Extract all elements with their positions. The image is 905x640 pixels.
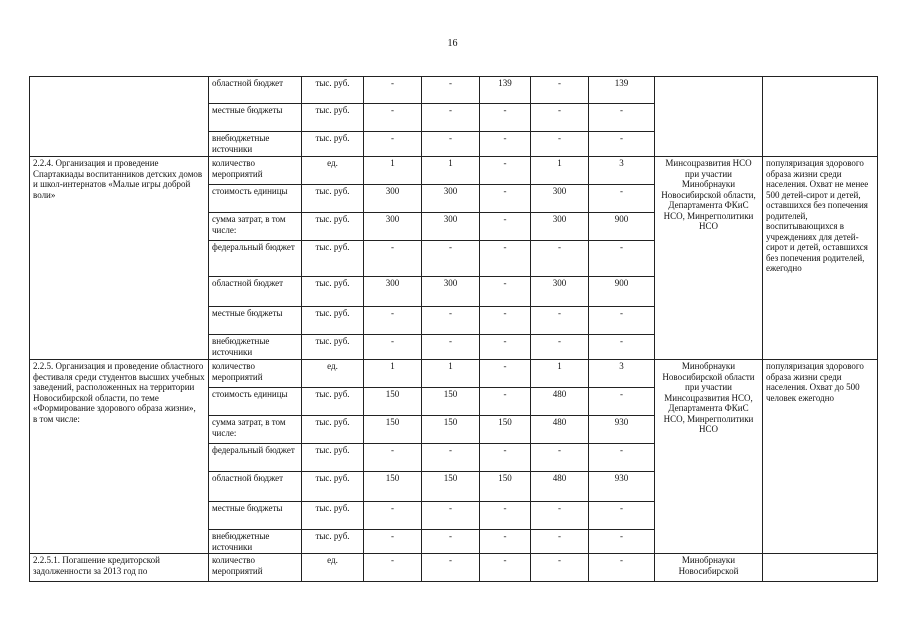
value-cell: 150 bbox=[422, 388, 480, 416]
row-label: внебюджетные источники bbox=[209, 132, 302, 157]
unit-cell: тыс. руб. bbox=[302, 472, 364, 502]
value-cell: 150 bbox=[422, 416, 480, 444]
unit-cell: тыс. руб. bbox=[302, 307, 364, 335]
unit-cell: тыс. руб. bbox=[302, 416, 364, 444]
value-cell: - bbox=[422, 307, 480, 335]
row-label: областной бюджет bbox=[209, 277, 302, 307]
value-cell: - bbox=[364, 335, 422, 360]
value-cell: 300 bbox=[364, 185, 422, 213]
value-cell: 300 bbox=[364, 277, 422, 307]
page-number: 16 bbox=[447, 38, 458, 49]
row-label: стоимость единицы bbox=[209, 185, 302, 213]
section-title bbox=[30, 77, 209, 157]
value-cell: - bbox=[364, 104, 422, 132]
unit-cell: тыс. руб. bbox=[302, 132, 364, 157]
value-cell: - bbox=[480, 213, 531, 241]
value-cell: - bbox=[480, 388, 531, 416]
value-cell: - bbox=[364, 502, 422, 530]
value-cell: - bbox=[422, 241, 480, 277]
value-cell: 3 bbox=[589, 360, 655, 388]
row-label: стоимость единицы bbox=[209, 388, 302, 416]
table-row bbox=[30, 554, 878, 582]
value-cell: 900 bbox=[589, 213, 655, 241]
value-cell: - bbox=[531, 554, 589, 582]
executors-cell: Минсоцразвития НСО при участии Минобрнауки Новосибирской области, Департамента ФКиС НСО, Минрегполитики НСО bbox=[655, 157, 763, 360]
value-cell: 300 bbox=[422, 185, 480, 213]
value-cell: 300 bbox=[422, 277, 480, 307]
value-cell: - bbox=[480, 444, 531, 472]
value-cell: 1 bbox=[364, 360, 422, 388]
value-cell: 300 bbox=[531, 213, 589, 241]
value-cell: 300 bbox=[531, 185, 589, 213]
budget-table bbox=[29, 76, 878, 582]
value-cell: - bbox=[364, 554, 422, 582]
value-cell: 300 bbox=[422, 213, 480, 241]
value-cell: 139 bbox=[589, 77, 655, 104]
value-cell: - bbox=[531, 335, 589, 360]
value-cell: - bbox=[589, 444, 655, 472]
value-cell: - bbox=[531, 132, 589, 157]
value-cell: - bbox=[589, 185, 655, 213]
value-cell: 150 bbox=[364, 416, 422, 444]
executors-cell bbox=[655, 77, 763, 157]
result-cell: популяризация здорового образа жизни среди населения. Охват не менее 500 детей-сирот и детей, оставшихся без попечения родителей, воспитывающихся в учреждениях для детей-сирот и детей, оставшихся без попечения родителей, ежегодно bbox=[763, 157, 878, 360]
table-body bbox=[30, 77, 878, 582]
value-cell: 300 bbox=[364, 213, 422, 241]
unit-cell: тыс. руб. bbox=[302, 444, 364, 472]
executors-cell: Минобрнауки Новосибирской области при участии Минсоцразвития НСО, Департамента ФКиС НСО, Минрегполитики НСО bbox=[655, 360, 763, 554]
unit-cell: ед. bbox=[302, 554, 364, 582]
row-label: сумма затрат, в том числе: bbox=[209, 213, 302, 241]
unit-cell: ед. bbox=[302, 157, 364, 185]
row-label: внебюджетные источники bbox=[209, 335, 302, 360]
value-cell: - bbox=[589, 335, 655, 360]
value-cell: - bbox=[364, 77, 422, 104]
value-cell: - bbox=[531, 444, 589, 472]
value-cell: - bbox=[589, 104, 655, 132]
unit-cell: тыс. руб. bbox=[302, 530, 364, 554]
value-cell: - bbox=[480, 157, 531, 185]
section-title: 2.2.5.1. Погашение кредиторской задолженности за 2013 год по bbox=[30, 554, 209, 582]
value-cell: 1 bbox=[422, 360, 480, 388]
unit-cell: ед. bbox=[302, 360, 364, 388]
value-cell: - bbox=[480, 307, 531, 335]
row-label: федеральный бюджет bbox=[209, 444, 302, 472]
value-cell: 150 bbox=[480, 416, 531, 444]
value-cell: - bbox=[480, 241, 531, 277]
value-cell: 1 bbox=[531, 360, 589, 388]
value-cell: - bbox=[364, 241, 422, 277]
value-cell: - bbox=[364, 444, 422, 472]
executors-cell: Минобрнауки Новосибирской bbox=[655, 554, 763, 582]
value-cell: - bbox=[422, 132, 480, 157]
value-cell: - bbox=[589, 307, 655, 335]
row-label: местные бюджеты bbox=[209, 104, 302, 132]
value-cell: 480 bbox=[531, 388, 589, 416]
value-cell: - bbox=[589, 132, 655, 157]
value-cell: - bbox=[480, 360, 531, 388]
row-label: федеральный бюджет bbox=[209, 241, 302, 277]
value-cell: 900 bbox=[589, 277, 655, 307]
value-cell: - bbox=[480, 502, 531, 530]
value-cell: - bbox=[422, 444, 480, 472]
unit-cell: тыс. руб. bbox=[302, 335, 364, 360]
row-label: внебюджетные источники bbox=[209, 530, 302, 554]
value-cell: 930 bbox=[589, 472, 655, 502]
value-cell: 3 bbox=[589, 157, 655, 185]
value-cell: 150 bbox=[364, 388, 422, 416]
result-cell bbox=[763, 77, 878, 157]
value-cell: 480 bbox=[531, 472, 589, 502]
row-label: количество мероприятий bbox=[209, 554, 302, 582]
value-cell: - bbox=[422, 335, 480, 360]
value-cell: - bbox=[589, 388, 655, 416]
result-cell bbox=[763, 554, 878, 582]
value-cell: - bbox=[422, 554, 480, 582]
value-cell: - bbox=[480, 185, 531, 213]
row-label: местные бюджеты bbox=[209, 307, 302, 335]
unit-cell: тыс. руб. bbox=[302, 104, 364, 132]
value-cell: - bbox=[422, 104, 480, 132]
value-cell: - bbox=[531, 241, 589, 277]
value-cell: - bbox=[480, 335, 531, 360]
row-label: сумма затрат, в том числе: bbox=[209, 416, 302, 444]
unit-cell: тыс. руб. bbox=[302, 502, 364, 530]
row-label: местные бюджеты bbox=[209, 502, 302, 530]
section-title: 2.2.5. Организация и проведение областного фестиваля среди студентов высших учебных заведений, расположенных на территории Новосибирской области, по теме «Формирование здорового образа жизни», в том числе: bbox=[30, 360, 209, 554]
unit-cell: тыс. руб. bbox=[302, 241, 364, 277]
value-cell: - bbox=[422, 77, 480, 104]
table-row bbox=[30, 77, 878, 104]
value-cell: - bbox=[531, 530, 589, 554]
result-cell: популяризация здорового образа жизни среди населения. Охват до 500 человек ежегодно bbox=[763, 360, 878, 554]
section-title: 2.2.4. Организация и проведение Спартакиады воспитанников детских домов и школ-интернатов «Малые игры доброй воли» bbox=[30, 157, 209, 360]
value-cell: 480 bbox=[531, 416, 589, 444]
value-cell: - bbox=[480, 277, 531, 307]
row-label: количество мероприятий bbox=[209, 360, 302, 388]
value-cell: 1 bbox=[531, 157, 589, 185]
row-label: количество мероприятий bbox=[209, 157, 302, 185]
value-cell: - bbox=[364, 132, 422, 157]
row-label: областной бюджет bbox=[209, 77, 302, 104]
value-cell: 930 bbox=[589, 416, 655, 444]
value-cell: - bbox=[480, 132, 531, 157]
value-cell: - bbox=[364, 530, 422, 554]
value-cell: 139 bbox=[480, 77, 531, 104]
value-cell: - bbox=[531, 77, 589, 104]
value-cell: - bbox=[531, 104, 589, 132]
value-cell: 300 bbox=[531, 277, 589, 307]
value-cell: - bbox=[364, 307, 422, 335]
value-cell: - bbox=[589, 530, 655, 554]
value-cell: - bbox=[531, 307, 589, 335]
value-cell: - bbox=[480, 104, 531, 132]
unit-cell: тыс. руб. bbox=[302, 388, 364, 416]
row-label: областной бюджет bbox=[209, 472, 302, 502]
unit-cell: тыс. руб. bbox=[302, 185, 364, 213]
unit-cell: тыс. руб. bbox=[302, 77, 364, 104]
value-cell: - bbox=[422, 530, 480, 554]
value-cell: - bbox=[422, 502, 480, 530]
value-cell: 1 bbox=[422, 157, 480, 185]
table-row bbox=[30, 157, 878, 185]
unit-cell: тыс. руб. bbox=[302, 277, 364, 307]
value-cell: - bbox=[589, 502, 655, 530]
value-cell: - bbox=[589, 241, 655, 277]
value-cell: - bbox=[480, 530, 531, 554]
value-cell: - bbox=[531, 502, 589, 530]
value-cell: - bbox=[480, 554, 531, 582]
value-cell: 1 bbox=[364, 157, 422, 185]
table-row bbox=[30, 360, 878, 388]
value-cell: 150 bbox=[364, 472, 422, 502]
value-cell: 150 bbox=[480, 472, 531, 502]
value-cell: - bbox=[589, 554, 655, 582]
unit-cell: тыс. руб. bbox=[302, 213, 364, 241]
value-cell: 150 bbox=[422, 472, 480, 502]
